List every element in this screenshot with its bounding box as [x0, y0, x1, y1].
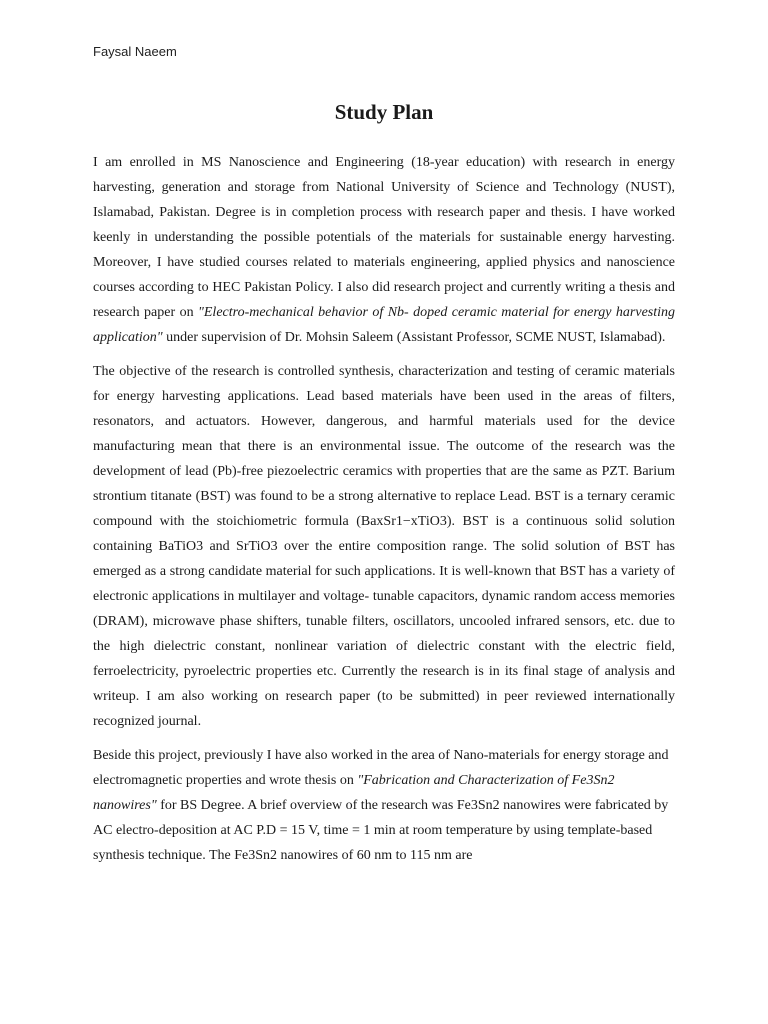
page-title: Study Plan [334, 100, 434, 124]
thesis-title-italic: "Electro-mechanical behavior of Nb- doped ceramic material for energy harvesting application" [93, 305, 676, 345]
paragraph-enrollment-text-end: under supervision of Dr. Mohsin Saleem (Assistant Professor, SCME NUST, Islamabad). [162, 330, 666, 345]
paragraph-enrollment [93, 150, 675, 350]
document-body [93, 150, 675, 877]
paragraph-previous-work [93, 743, 675, 868]
author-name: Faysal Naeem [93, 44, 177, 59]
paragraph-previous-work-text-end: for BS Degree. A brief overview of the research was Fe3Sn2 nanowires were fabricated by AC electro-deposition at AC P.D = 15 V, time = 1 min at room temperature by using template-based synthesis technique. The Fe3Sn2 nanowires of 60 nm to 115 nm are [93, 798, 669, 863]
paragraph-objective: The objective of the research is controlled synthesis, characterization and testing of ceramic materials for energy harvesting applications. Lead based materials have been used in the areas of filters, resonators, and actuators. However, dangerous, and harmful materials used for the device manufacturing mean that there is an environmental issue. The outcome of the research was the development of lead (Pb)-free piezoelectric ceramics with properties that are the same as PZT. Barium strontium titanate (BST) was found to be a strong alternative to replace Lead. BST is a ternary ceramic compound with the stoichiometric formula (BaxSr1−xTiO3). BST is a continuous solid solution containing BaTiO3 and SrTiO3 over the entire composition range. The solid solution of BST has emerged as a strong candidate material for such applications. It is well-known that BST has a variety of electronic applications in multilayer and voltage- tunable capacitors, dynamic random access memories (DRAM), microwave phase shifters, tunable filters, oscillators, uncooled infrared sensors, etc. due to the high dielectric constant, nonlinear variation of dielectric constant with the electric field, ferroelectricity, pyroelectric properties etc. Currently the research is in its final stage of analysis and writeup. I am also working on research paper (to be submitted) in peer reviewed internationally recognized journal. [93, 364, 675, 729]
paragraph-previous-work-text: Beside this project, previously I have also worked in the area of Nano-materials for energy storage and electromagnetic properties and wrote thesis on [93, 748, 669, 788]
bs-thesis-title-italic: "Fabrication and Characterization of Fe3Sn2 nanowires" [93, 773, 615, 813]
paragraph-enrollment-text: I am enrolled in MS Nanoscience and Engineering (18-year education) with research in energy harvesting, generation and storage from National University of Science and Technology (NUST), Islamabad, Pakistan. Degree is in completion process with research paper and thesis. I have worked keenly in understanding the possible potentials of the materials for sustainable energy harvesting. Moreover, I have studied courses related to materials engineering, applied physics and nanoscience courses according to HEC Pakistan Policy. I also did research project and currently writing a thesis and research paper on [93, 155, 675, 320]
